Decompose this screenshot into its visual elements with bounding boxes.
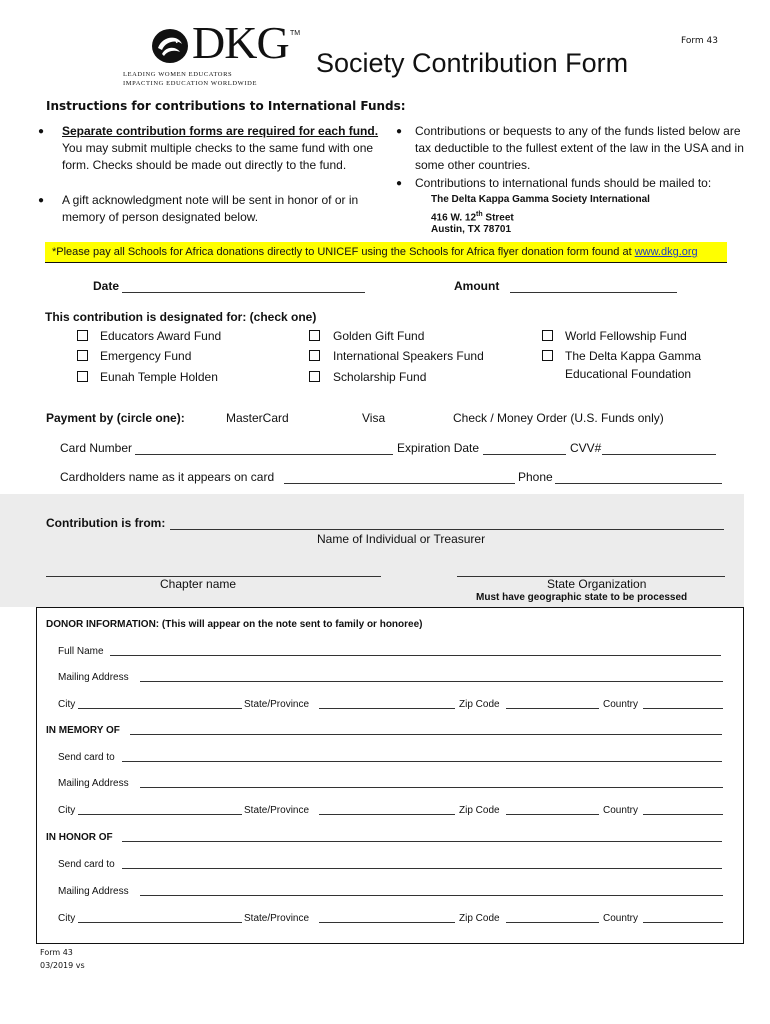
expiration-label: Expiration Date [397, 441, 480, 455]
cvv-field[interactable] [602, 443, 716, 455]
expiration-field[interactable] [483, 443, 566, 455]
donor-mailing-label: Mailing Address [58, 672, 129, 683]
instruction-left-1: Separate contribution forms are required for each fund. You may submit multiple checks to the same fund with one form. Checks should be made out directly to the fund. [62, 124, 379, 172]
state-requirement-note: Must have geographic state to be processed [476, 592, 688, 603]
checkbox-emergency[interactable] [77, 350, 88, 361]
date-field[interactable] [122, 281, 365, 293]
checkbox-eunah-temple-holden[interactable] [77, 371, 88, 382]
donor-city-label: City [58, 699, 76, 710]
footer-revision-date: 03/2019 vs [40, 961, 85, 970]
honor-city-label: City [58, 913, 76, 924]
fund-scholarship: Scholarship Fund [333, 370, 427, 384]
memory-city-field[interactable] [78, 804, 242, 815]
notice-text: *Please pay all Schools for Africa donations directly to UNICEF using the Schools for Africa flyer donation form found at www.dkg.org [52, 246, 698, 258]
bullet-icon: ● [38, 195, 45, 206]
logo-tagline-1: LEADING WOMEN EDUCATORS [123, 71, 233, 78]
designation-heading: This contribution is designated for: (check one) [45, 310, 317, 324]
checkbox-golden-gift[interactable] [309, 330, 320, 341]
bullet-icon: ● [38, 126, 45, 137]
contributor-name-field[interactable] [170, 518, 724, 530]
checkbox-international-speakers[interactable] [309, 350, 320, 361]
state-organization-caption: State Organization [547, 577, 647, 591]
date-label: Date [93, 279, 120, 293]
donor-info-heading: DONOR INFORMATION: (This will appear on the note sent to family or honoree) [46, 619, 423, 630]
logo-trademark: TM [290, 30, 301, 37]
mailing-address-line-3: Austin, TX 78701 [431, 224, 512, 235]
checkbox-world-fellowship[interactable] [542, 330, 553, 341]
honor-mailing-field[interactable] [140, 885, 723, 896]
full-name-field[interactable] [110, 645, 721, 656]
phone-field[interactable] [555, 472, 722, 484]
phone-label: Phone [518, 470, 553, 484]
donor-zip-field[interactable] [506, 698, 599, 709]
cvv-label: CVV# [570, 441, 602, 455]
full-name-label: Full Name [58, 646, 104, 657]
donor-zip-label: Zip Code [459, 699, 500, 710]
honor-send-card-field[interactable] [122, 858, 722, 869]
bullet-icon: ● [396, 178, 403, 189]
honor-country-label: Country [603, 913, 639, 924]
honor-state-label: State/Province [244, 913, 310, 924]
checkbox-educators-award[interactable] [77, 330, 88, 341]
mailing-address-line-1: The Delta Kappa Gamma Society International [431, 194, 650, 205]
bullet-icon: ● [396, 126, 403, 137]
honor-state-field[interactable] [319, 912, 455, 923]
honor-zip-field[interactable] [506, 912, 599, 923]
fund-educators-award: Educators Award Fund [100, 329, 222, 343]
form-number: Form 43 [681, 36, 718, 46]
checkbox-dkg-educational-foundation[interactable] [542, 350, 553, 361]
card-number-field[interactable] [135, 443, 393, 455]
payment-option-visa[interactable]: Visa [362, 411, 386, 425]
dkg-website-link[interactable]: www.dkg.org [634, 246, 698, 258]
memory-mailing-field[interactable] [140, 777, 723, 788]
card-number-label: Card Number [60, 441, 133, 455]
instructions-heading: Instructions for contributions to International Funds: [46, 99, 406, 113]
in-honor-label: IN HONOR OF [46, 832, 113, 843]
memory-state-label: State/Province [244, 805, 310, 816]
honor-zip-label: Zip Code [459, 913, 500, 924]
donor-country-field[interactable] [643, 698, 723, 709]
memory-country-label: Country [603, 805, 639, 816]
fund-world-fellowship: World Fellowship Fund [565, 329, 687, 343]
amount-label: Amount [454, 279, 500, 293]
logo-wordmark: DKG [192, 17, 289, 68]
donor-state-field[interactable] [319, 698, 455, 709]
instruction-left-2: A gift acknowledgment note will be sent in honor of or in memory of person designated below. [62, 193, 359, 224]
payment-label: Payment by (circle one): [46, 411, 185, 425]
chapter-name-caption: Chapter name [160, 577, 237, 591]
donor-mailing-field[interactable] [140, 671, 723, 682]
instruction-right-1: Contributions or bequests to any of the funds listed below are tax deductible to the fullest extent of the law in the USA and in some other countries. [415, 124, 744, 172]
page-title: Society Contribution Form [316, 48, 629, 78]
in-honor-field[interactable] [122, 831, 722, 842]
fund-eunah-temple-holden: Eunah Temple Holden [100, 370, 218, 384]
memory-city-label: City [58, 805, 76, 816]
memory-mailing-label: Mailing Address [58, 778, 129, 789]
honor-send-card-label: Send card to [58, 859, 115, 870]
payment-option-check[interactable]: Check / Money Order (U.S. Funds only) [453, 411, 664, 425]
honor-mailing-label: Mailing Address [58, 886, 129, 897]
checkbox-scholarship[interactable] [309, 371, 320, 382]
dkg-rose-logo-icon [150, 26, 190, 66]
memory-country-field[interactable] [643, 804, 723, 815]
memory-send-card-field[interactable] [122, 751, 722, 762]
honor-city-field[interactable] [78, 912, 242, 923]
instruction-right-2: Contributions to international funds should be mailed to: [415, 176, 712, 190]
mailing-address-line-2: 416 W. 12th Street [431, 211, 514, 224]
footer-form-number: Form 43 [40, 948, 73, 957]
memory-zip-field[interactable] [506, 804, 599, 815]
memory-zip-label: Zip Code [459, 805, 500, 816]
payment-option-mastercard[interactable]: MasterCard [226, 411, 289, 425]
state-organization-field[interactable] [457, 565, 725, 577]
chapter-name-field[interactable] [46, 565, 381, 577]
contribution-from-label: Contribution is from: [46, 516, 166, 530]
memory-state-field[interactable] [319, 804, 455, 815]
fund-dkg-educational-foundation: The Delta Kappa Gamma [565, 349, 702, 363]
cardholder-label: Cardholders name as it appears on card [60, 470, 275, 484]
cardholder-field[interactable] [284, 472, 515, 484]
fund-emergency: Emergency Fund [100, 349, 192, 363]
fund-dkg-educational-foundation-line-2: Educational Foundation [565, 367, 692, 381]
contributor-name-caption: Name of Individual or Treasurer [317, 532, 486, 546]
fund-international-speakers: International Speakers Fund [333, 349, 484, 363]
amount-field[interactable] [510, 281, 677, 293]
fund-golden-gift: Golden Gift Fund [333, 329, 425, 343]
donor-country-label: Country [603, 699, 639, 710]
logo-tagline-2: IMPACTING EDUCATION WORLDWIDE [123, 80, 258, 87]
in-memory-field[interactable] [130, 724, 722, 735]
in-memory-label: IN MEMORY OF [46, 725, 120, 736]
donor-city-field[interactable] [78, 698, 242, 709]
donor-state-label: State/Province [244, 699, 310, 710]
honor-country-field[interactable] [643, 912, 723, 923]
memory-send-card-label: Send card to [58, 752, 115, 763]
